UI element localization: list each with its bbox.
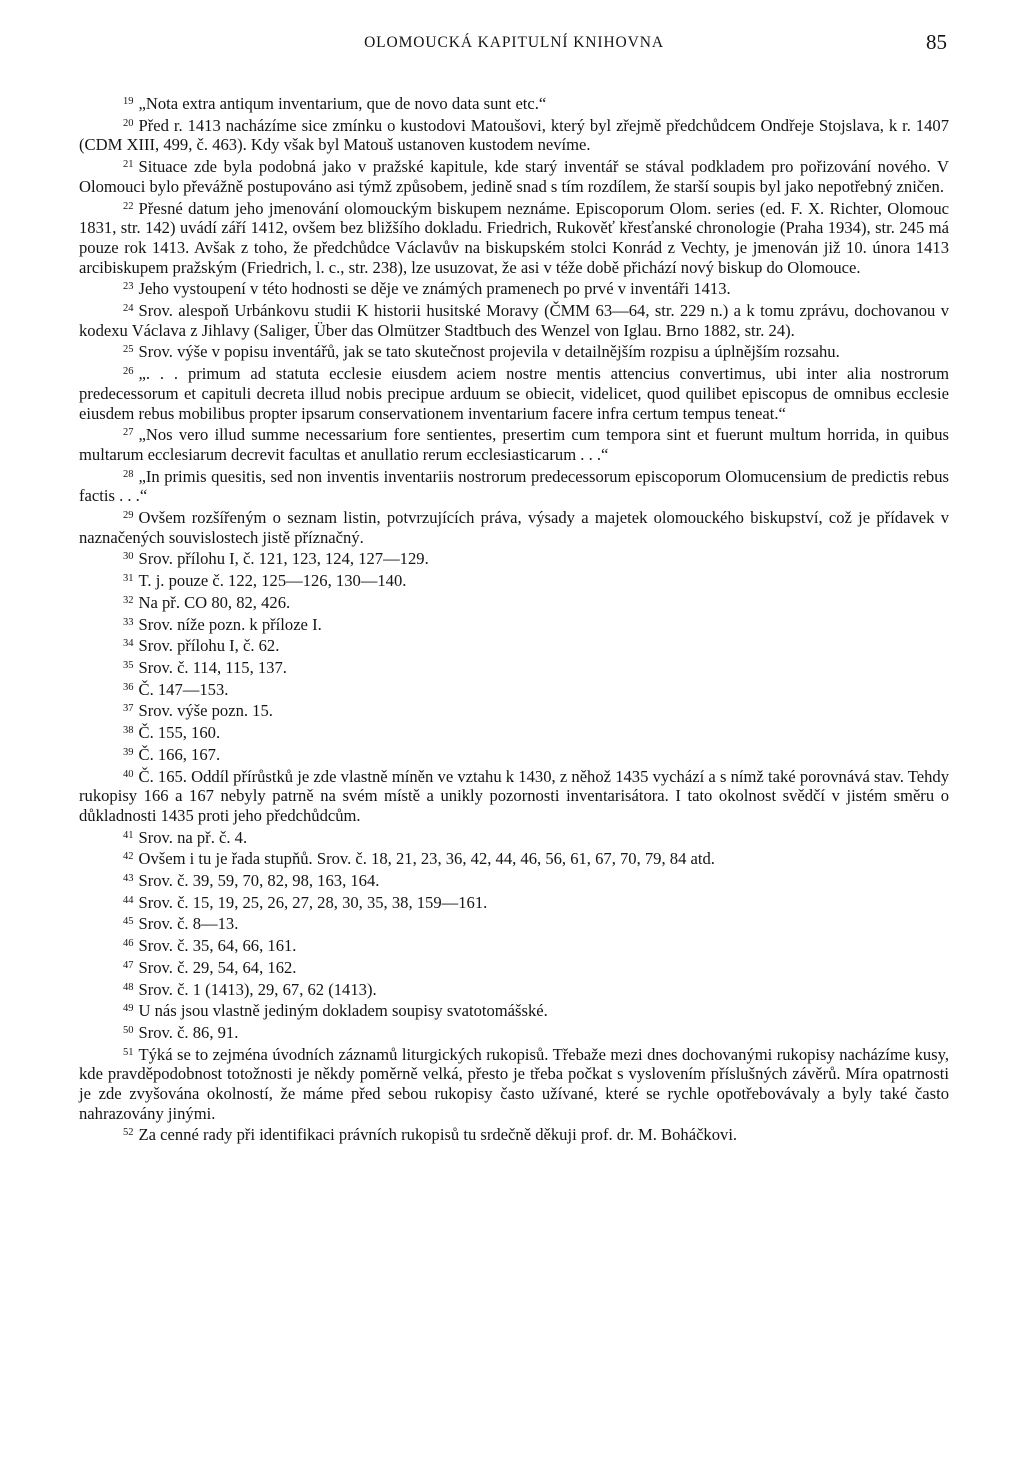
footnote-text: Srov. č. 35, 64, 66, 161.: [138, 936, 297, 956]
footnote-number: 30: [123, 551, 134, 563]
footnote-number: 36: [123, 681, 134, 693]
footnote: [79, 569, 949, 591]
footnote-number: 42: [123, 851, 134, 863]
footnote: [79, 721, 949, 743]
footnote: [79, 299, 949, 340]
footnote: [79, 277, 949, 299]
footnote: [79, 847, 949, 869]
footnote: [79, 465, 949, 506]
footnote-number: 47: [123, 959, 134, 971]
footnote-number: 46: [123, 938, 134, 950]
footnote-text: Srov. přílohu I, č. 121, 123, 124, 127—129.: [138, 549, 429, 569]
footnote: [79, 934, 949, 956]
running-title: OLOMOUCKÁ KAPITULNÍ KNIHOVNA: [364, 34, 664, 51]
footnote-text: „Nota extra antiqum inventarium, que de novo data sunt etc.“: [138, 94, 547, 113]
footnote: [79, 423, 949, 464]
footnote-number: 19: [123, 96, 134, 107]
footnote-number: 27: [123, 427, 134, 439]
footnote: [79, 1021, 949, 1043]
footnote-text: Ovšem i tu je řada stupňů. Srov. č. 18, 21, 23, 36, 42, 44, 46, 56, 61, 67, 70, 79, 84 atd.: [138, 849, 715, 869]
footnote-text: Srov. níže pozn. k příloze I.: [138, 614, 322, 634]
footnote-number: 52: [123, 1127, 134, 1139]
footnote: [79, 765, 949, 826]
footnote: [79, 826, 949, 848]
footnote: [79, 362, 949, 423]
footnote-number: 28: [123, 468, 134, 480]
footnote-number: 34: [123, 638, 134, 650]
footnote-text: „. . . primum ad statuta ecclesie eiusdem aciem nostre mentis attencius convertimus, ubi inter alia nostrorum predecessorum et capituli decreta illud nobis precipue arduum se obiecit, videlicet, quod quilibet episcopus de omnibus ecclesie eiusdem rebus mobilibus propter ipsarum conservationem inventarium facere infra certum tempus teneat.“: [79, 364, 949, 423]
footnote: [79, 743, 949, 765]
footnote: [79, 547, 949, 569]
footnote-number: 33: [123, 616, 134, 628]
footnote-number: 29: [123, 510, 134, 522]
footnote-text: Před r. 1413 nacházíme sice zmínku o kustodovi Matoušovi, který byl zřejmě předchůdcem Ondřeje Stojslava, k r. 1407 (CDM XIII, 499, č. 463). Kdy však byl Matouš ustanoven kustodem nevíme.: [79, 115, 949, 155]
footnote: [79, 92, 949, 114]
footnote-number: 44: [123, 894, 134, 906]
footnote-number: 32: [123, 594, 134, 606]
footnote: [79, 956, 949, 978]
footnote: [79, 591, 949, 613]
footnote-number: 23: [123, 281, 134, 293]
footnote: [79, 978, 949, 1000]
footnote: [79, 340, 949, 362]
footnote-number: 37: [123, 703, 134, 715]
footnote-number: 26: [123, 366, 134, 378]
footnote: [79, 999, 949, 1021]
footnote: [79, 1043, 949, 1124]
footnote-text: Ovšem rozšířeným o seznam listin, potvrzujících práva, výsady a majetek olomouckého biskupství, což je přídavek v naznačených souvislostech jistě příznačný.: [79, 508, 949, 547]
footnote-text: Na př. CO 80, 82, 426.: [138, 592, 291, 612]
footnote-text: Srov. č. 29, 54, 64, 162.: [138, 957, 297, 977]
footnote: [79, 114, 949, 155]
footnote-text: Za cenné rady při identifikaci právních rukopisů tu srdečně děkuji prof. dr. M. Boháčkovi.: [138, 1125, 738, 1145]
footnote-number: 20: [123, 117, 134, 129]
footnote-text: Přesné datum jeho jmenování olomouckým biskupem neznáme. Episcoporum Olom. series (ed. F. X. Richter, Olomouc 1831, str. 142) uvádí září 1412, ovšem bez bližšího dokladu. Friedrich, Rukověť křesťanské chronologie (Praha 1934), str. 245 má pouze rok 1413. Avšak z toho, že předchůdce Václavův na biskupském stolci Konrád z Vechty, je jmenován již 10. února 1413 arcibiskupem pražským (Friedrich, l. c., str. 238), lze usuzovat, že asi v téže době přichází nový biskup do Olomouce.: [79, 198, 949, 277]
footnote-text: Srov. č. 114, 115, 137.: [138, 657, 287, 677]
footnote: [79, 869, 949, 891]
footnote-text: „In primis quesitis, sed non inventis inventariis nostrorum predecessorum episcoporum Olomucensium de predictis rebus factis . . .“: [79, 466, 949, 506]
footnote: [79, 678, 949, 700]
footnote-text: Srov. na př. č. 4.: [138, 827, 248, 847]
footnote-number: 21: [123, 159, 134, 171]
footnote: [79, 656, 949, 678]
footnote-number: 25: [123, 344, 134, 356]
footnote-number: 49: [123, 1003, 134, 1015]
footnote-text: U nás jsou vlastně jediným dokladem soupisy svatotomášské.: [138, 1001, 548, 1021]
footnote-number: 48: [123, 981, 134, 993]
footnote-text: Č. 165. Oddíl přírůstků je zde vlastně míněn ve vztahu k 1430, z něhož 1435 vychází a s nímž také porovnává stav. Tehdy rukopisy 166 a 167 nebyly patrně na svém místě a unikly pozornosti inventarisátora. I tato okolnost svědčí v jistém směru o důkladnosti 1435 proti jeho předchůdcům.: [79, 766, 949, 825]
footnote-number: 51: [123, 1046, 134, 1058]
footnote-text: Srov. č. 39, 59, 70, 82, 98, 163, 164.: [138, 871, 380, 891]
footnote-number: 43: [123, 873, 134, 885]
footnote-text: Srov. přílohu I, č. 62.: [138, 636, 280, 656]
footnote-text: Č. 155, 160.: [138, 723, 221, 743]
footnote: [79, 197, 949, 278]
footnote-text: Jeho vystoupení v této hodnosti se děje ve známých pramenech po prvé v inventáři 1413.: [138, 279, 731, 299]
footnote: [79, 699, 949, 721]
footnote-text: Srov. č. 1 (1413), 29, 67, 62 (1413).: [138, 979, 377, 999]
footnote-text: Srov. č. 15, 19, 25, 26, 27, 28, 30, 35, 38, 159—161.: [138, 892, 488, 912]
footnote: [79, 634, 949, 656]
footnote: [79, 506, 949, 547]
footnote: [79, 155, 949, 196]
footnote-number: 31: [123, 573, 134, 585]
footnote-text: Srov. výše v popisu inventářů, jak se tato skutečnost projevila v detailnějším rozpisu a úplnějším rozsahu.: [138, 342, 840, 362]
footnote-number: 38: [123, 725, 134, 737]
footnote-text: Č. 147—153.: [138, 679, 229, 699]
footnote-text: Srov. č. 8—13.: [138, 914, 239, 934]
footnote-text: T. j. pouze č. 122, 125—126, 130—140.: [138, 571, 407, 591]
footnote-text: Srov. č. 86, 91.: [138, 1022, 239, 1042]
footnote-number: 40: [123, 768, 134, 780]
footnote: [79, 613, 949, 635]
footnote-text: Týká se to zejména úvodních záznamů liturgických rukopisů. Třebaže mezi dnes dochovanými rukopisy nacházíme kusy, kde pravděpodobnost totožnosti je někdy poměrně velká, přesto je třeba počkat s vyslovením příslušných závěrů. Míra opatrnosti je zde zvyšována okolností, že máme před sebou rukopisy často užívané, které se rychle opotřebovávaly a byly také často nahrazovány jinými.: [79, 1044, 949, 1123]
footnote-text: Srov. alespoň Urbánkovu studii K historii husitské Moravy (ČMM 63—64, str. 229 n.) a k tomu zprávu, dochovanou v kodexu Václava z Jihlavy (Saliger, Über das Olmützer Stadtbuch des Wenzel von Iglau. Brno 1882, str. 24).: [79, 301, 949, 340]
page: [79, 0, 949, 1145]
footnote: [79, 891, 949, 913]
footnote-number: 22: [123, 200, 134, 212]
footnotes-list: [79, 92, 949, 1145]
footnote-number: 50: [123, 1024, 134, 1036]
footnote-text: „Nos vero illud summe necessarium fore sentientes, presertim cum tempora sint et fuerunt multum horrida, in quibus multarum ecclesiarum decrevit facultas et anullatio rerum ecclesiasticarum . . .“: [79, 425, 949, 464]
footnote-number: 41: [123, 829, 134, 841]
footnote-text: Č. 166, 167.: [138, 744, 221, 764]
footnote-text: Srov. výše pozn. 15.: [138, 701, 273, 721]
footnote-number: 45: [123, 916, 134, 928]
page-number: 85: [926, 30, 947, 54]
footnote-number: 39: [123, 746, 134, 758]
footnote: [79, 1123, 949, 1145]
footnote-number: 24: [123, 303, 134, 315]
footnote-number: 35: [123, 659, 134, 671]
footnote: [79, 912, 949, 934]
page-header: [79, 0, 949, 70]
footnote-text: Situace zde byla podobná jako v pražské kapitule, kde starý inventář se stával podkladem pro pořizování nového. V Olomouci bylo převážně postupováno asi týmž způsobem, jedině snad s tím rozdílem, že starší soupis byl jako nepotřebný zničen.: [79, 157, 949, 196]
